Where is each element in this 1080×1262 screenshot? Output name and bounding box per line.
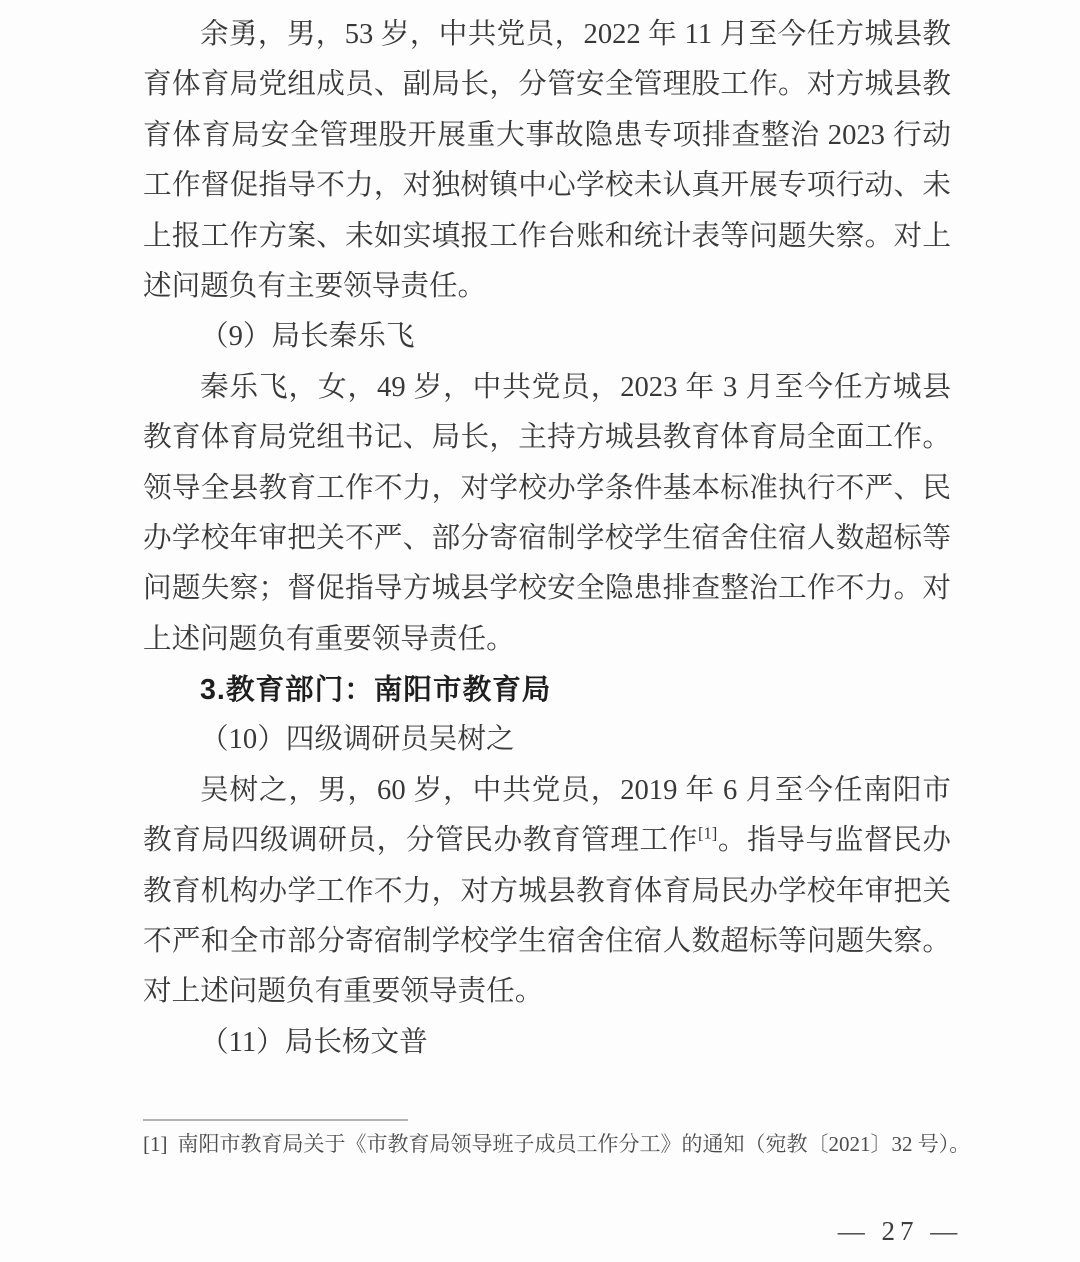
sub-heading <box>143 312 951 362</box>
footnote-marker: [1] <box>143 1132 168 1156</box>
paragraph <box>143 363 951 665</box>
footnote-separator <box>143 1119 408 1121</box>
section-heading <box>143 665 951 715</box>
text-line: 教育局四级调研员，分管民办教育管理工作[1]。指导与监督民办 <box>143 823 951 857</box>
text-line: 上报工作方案、未如实填报工作台账和统计表等问题失察。对上 <box>143 220 951 252</box>
text-line: 述问题负有主要领导责任。 <box>143 270 487 302</box>
text-line: 不严和全市部分寄宿制学校学生宿舍住宿人数超标等问题失察。 <box>143 926 951 958</box>
text-line: 教育机构办学工作不力，对方城县教育体育局民办学校年审把关 <box>143 875 951 907</box>
text-line: 育体育局安全管理股开展重大事故隐患专项排查整治 2023 行动 <box>143 119 951 151</box>
paragraph <box>143 766 951 1018</box>
page-number: — 27 — <box>837 1216 963 1246</box>
text-line: （11）局长杨文普 <box>200 1026 428 1058</box>
text-line: （9）局长秦乐飞 <box>200 321 415 353</box>
text-line: 工作督促指导不力，对独树镇中心学校未认真开展专项行动、未 <box>143 170 951 202</box>
text-line: 办学校年审把关不严、部分寄宿制学校学生宿舍住宿人数超标等 <box>143 522 951 554</box>
text-line: （10）四级调研员吴树之 <box>200 724 515 756</box>
text-line: 育体育局党组成员、副局长，分管安全管理股工作。对方城县教 <box>143 69 951 101</box>
text-line: 教育体育局党组书记、局长，主持方城县教育体育局全面工作。 <box>143 422 951 454</box>
paragraph <box>143 10 951 312</box>
text-line: 秦乐飞，女，49 岁，中共党员，2023 年 3 月至今任方城县 <box>200 371 951 403</box>
footnote <box>143 1130 971 1158</box>
text-line: 上述问题负有重要领导责任。 <box>143 623 515 655</box>
sub-heading <box>143 1018 951 1068</box>
footnote-reference: [1] <box>697 823 718 843</box>
text-line: 3.教育部门：南阳市教育局 <box>200 674 552 707</box>
document-body <box>143 10 951 1068</box>
text-line: 余勇，男，53 岁，中共党员，2022 年 11 月至今任方城县教 <box>200 19 951 50</box>
text-line: 问题失察；督促指导方城县学校安全隐患排查整治工作不力。对 <box>143 573 951 605</box>
footnote-text: 南阳市教育局关于《市教育局领导班子成员工作分工》的通知（宛教〔2021〕32 号）。 <box>177 1132 971 1156</box>
text-line: 吴树之，男，60 岁，中共党员，2019 年 6 月至今任南阳市 <box>200 774 951 806</box>
sub-heading <box>143 715 951 765</box>
text-line: 对上述问题负有重要领导责任。 <box>143 976 544 1008</box>
text-line: 领导全县教育工作不力，对学校办学条件基本标准执行不严、民 <box>143 472 951 504</box>
